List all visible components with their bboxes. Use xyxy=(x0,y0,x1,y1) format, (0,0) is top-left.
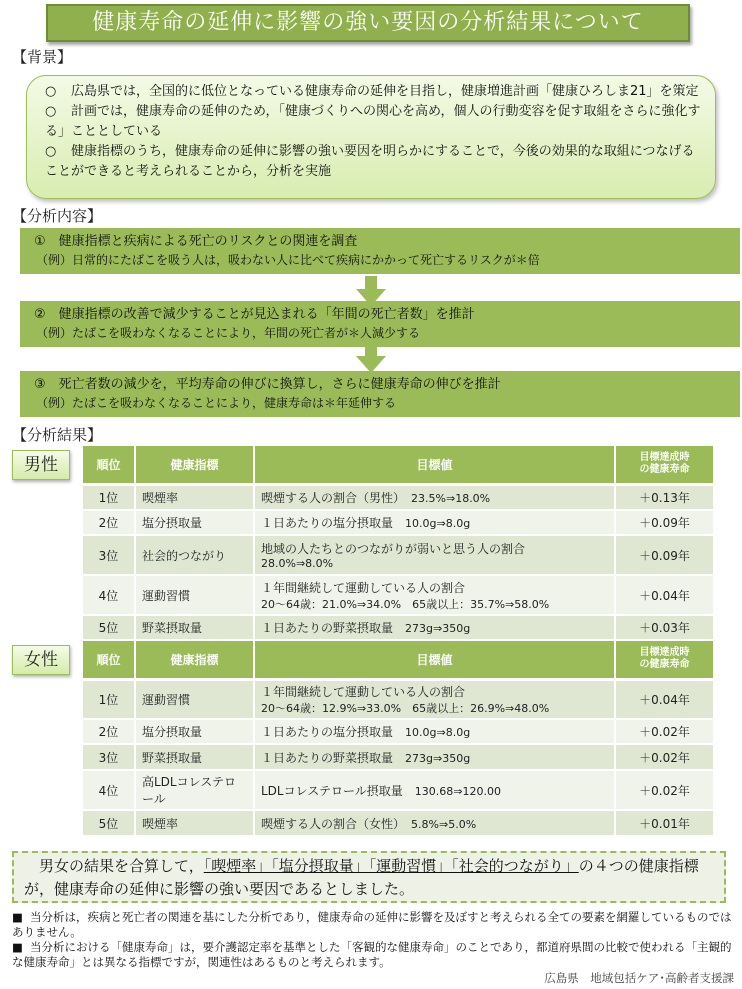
female-label: 女性 xyxy=(12,645,70,675)
background-box xyxy=(26,75,716,199)
table-row: 3位 野菜摂取量 １日あたりの野菜摂取量 273g⇒350g ＋0.02年 xyxy=(83,744,713,770)
circle-bullet-icon: ○ xyxy=(45,104,57,119)
background-item: ○ 健康指標のうち，健康寿命の延伸に影響の強い要因を明らかにすることで，今後の効果的な取組につなげることができると考えられることから，分析を実施 xyxy=(45,144,695,179)
step-example: （例）日常的にたばこを吸う人は，吸わない人に比べて疾病にかかって死亡するリスクが＊倍 xyxy=(36,253,540,267)
header-indicator: 健康指標 xyxy=(135,641,254,679)
step-title: ② 健康指標の改善で減少することが見込まれる「年間の死亡者数」を推計 xyxy=(34,307,475,322)
square-bullet-icon: ■ xyxy=(12,910,23,924)
table-row: 5位 野菜摂取量 １日あたりの野菜摂取量 273g⇒350g ＋0.03年 xyxy=(83,615,713,640)
step-1 xyxy=(20,228,740,274)
down-arrow-icon xyxy=(356,343,386,373)
background-item: ○ 計画では，健康寿命の延伸のため，「健康づくりへの関心を高め，個人の行動変容を促す取組をさらに強化する」こととしている xyxy=(45,104,701,139)
table-header-row xyxy=(83,641,713,679)
section-label-analysis-content: 【分析内容】 xyxy=(12,207,103,225)
header-indicator: 健康指標 xyxy=(135,446,254,484)
note-item: ■ 当分析における「健康寿命」は，要介護認定率を基準とした「客観的な健康寿命」のことであり，都道府県間の比較で使われる「主観的な健康寿命」とは異なる指標ですが，関連性はあるものと考えられます。 xyxy=(12,940,732,969)
step-title: ① 健康指標と疾病による死亡のリスクとの関連を調査 xyxy=(34,234,358,249)
step-2 xyxy=(20,301,740,347)
header-rank: 順位 xyxy=(83,641,135,679)
header-target: 目標値 xyxy=(254,641,615,679)
table-row: 1位 喫煙率 喫煙する人の割合（男性） 23.5%⇒18.0% ＋0.13年 xyxy=(83,484,713,510)
male-results-table xyxy=(83,446,713,641)
step-example: （例）たばこを吸わなくなることにより，年間の死亡者が＊人減少する xyxy=(36,326,421,340)
table-row: 4位 高LDLコレステロール LDLコレステロール摂取量 130.68⇒120.00 ＋0.02年 xyxy=(83,770,713,810)
circle-bullet-icon: ○ xyxy=(45,84,57,99)
step-3 xyxy=(20,371,740,417)
background-item: ○ 広島県では，全国的に低位となっている健康寿命の延伸を目指し，健康増進計画「健康ひろしま21」を策定 xyxy=(45,82,701,102)
table-row: 5位 喫煙率 喫煙する人の割合（女性） 5.8%⇒5.0% ＋0.01年 xyxy=(83,810,713,836)
header-gain: 目標達成時 の健康寿命 xyxy=(615,641,713,679)
circle-bullet-icon: ○ xyxy=(45,144,57,159)
female-results-table xyxy=(83,641,713,837)
table-row: 2位 塩分摂取量 １日あたりの塩分摂取量 10.0g⇒8.0g ＋0.02年 xyxy=(83,719,713,744)
key-indicators: 「喫煙率」「塩分摂取量」「運動習慣」「社会的つながり」 xyxy=(203,857,579,875)
header-gain: 目標達成時 の健康寿命 xyxy=(615,446,713,484)
square-bullet-icon: ■ xyxy=(12,940,23,954)
male-label: 男性 xyxy=(12,450,70,480)
header-target: 目標値 xyxy=(254,446,615,484)
header-rank: 順位 xyxy=(83,446,135,484)
table-row: 4位 運動習慣 １年間継続して運動している人の割合 20～64歳：21.0%⇒34.0% 65歳以上：35.7%⇒58.0% ＋0.04年 xyxy=(83,575,713,615)
section-label-background: 【背景】 xyxy=(12,48,73,66)
step-title: ③ 死亡者数の減少を，平均寿命の伸びに換算し，さらに健康寿命の伸びを推計 xyxy=(34,377,501,392)
step-example: （例）たばこを吸わなくなることにより，健康寿命は＊年延伸する xyxy=(36,396,397,410)
table-row: 3位 社会的つながり 地域の人たちとのつながりが弱いと思う人の割合 28.0%⇒8.0% ＋0.09年 xyxy=(83,535,713,575)
table-row: 1位 運動習慣 １年間継続して運動している人の割合 20～64歳：12.9%⇒33.0% 65歳以上：26.9%⇒48.0% ＋0.04年 xyxy=(83,679,713,719)
note-item: ■ 当分析は，疾病と死亡者の関連を基にした分析であり，健康寿命の延伸に影響を及ぼすと考えられる全ての要素を網羅しているものではありません。 xyxy=(12,910,732,939)
table-header-row xyxy=(83,446,713,484)
summary-box: 男女の結果を合算して，「喫煙率」「塩分摂取量」「運動習慣」「社会的つながり」の４つの健康指標が，健康寿命の延伸に影響の強い要因であるとしました。 xyxy=(12,851,726,903)
page-title: 健康寿命の延伸に影響の強い要因の分析結果について xyxy=(46,4,690,42)
table-row: 2位 塩分摂取量 １日あたりの塩分摂取量 10.0g⇒8.0g ＋0.09年 xyxy=(83,510,713,535)
credit-text: 広島県 地域包括ケア･高齢者支援課 xyxy=(544,971,734,985)
section-label-analysis-results: 【分析結果】 xyxy=(12,426,103,444)
